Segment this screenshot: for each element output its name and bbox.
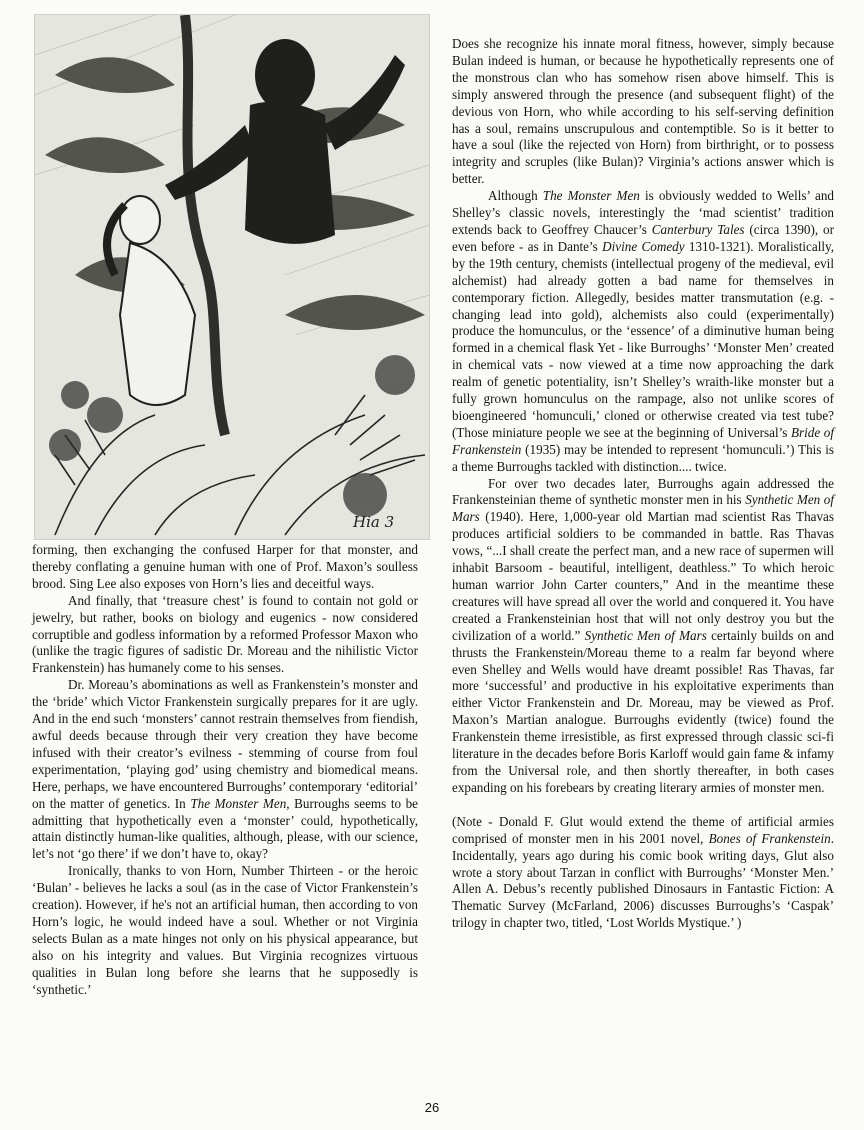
left-column	[32, 542, 418, 998]
left-paragraph-4: Ironically, thanks to von Horn, Number Thirteen - or the heroic ‘Bulan’ - believes he lacks a soul (as in the case of Victor Frankenstein’s creation). However, if he's not an artificial human, then according to von Horn’s logic, he would indeed have a soul. Whether or not Virginia selects Bulan as a mate hinges not only on his physical appearance, but also on his integrity and values. But Virginia recognizes virtuous qualities in Bulan long before she learns that he supposedly is ‘synthetic.’	[32, 863, 418, 997]
note-paragraph: (Note - Donald F. Glut would extend the theme of artificial armies comprised of monster men in his 2001 novel, Bones of Frankenstein. Incidentally, years ago during his comic book writing days, Glut also wrote a story about Tarzan in conflict with Burroughs’ ‘Monster Men.’ Allen A. Debus’s recently published Dinosaurs in Fantastic Fiction: A Thematic Survey (McFarland, 2006) discusses Burroughs’s ‘Caspak’ trilogy in chapter two, titled, ‘Lost Worlds Mystique.’ )	[452, 813, 834, 931]
illustration-drawing	[35, 15, 429, 539]
page-number: 26	[424, 1100, 440, 1115]
right-paragraph-2: Although The Monster Men is obviously wedded to Wells’ and Shelley’s classic novels, interestingly the ‘mad scientist’ tradition extends back to Geoffrey Chaucer’s Canterbury Tales (circa 1390), or even before - as in Dante’s Divine Comedy 1310-1321). Moralistically, by the 19th century, chemists (intellectual progeny of the medieval, evil alchemist) had already gotten a bad name for themselves in contemporary fiction. Allegedly, besides matter transmutation (e.g. - changing lead into gold), alchemists also could (experimentally) produce the homunculus, or the ‘essence’ of a diminutive human being formed in a chemical flask Yet - like Burroughs’ ‘Monster Men’ created in chemical vats - now viewed at a time now approaching the dark realm of genetic potentiality, isn’t Shelley’s wraith-like monster but a fully grown homunculus on the rampage, also not unlike scores of bioengineered ‘homunculi,’ cloned or otherwise created via test tube? (Those miniature people we see at the beginning of Universal’s Bride of Frankenstein (1935) may be intended to represent ‘homunculi.’) This is a theme Burroughs tackled with distinction.... twice.	[452, 188, 834, 474]
left-paragraph-1: forming, then exchanging the confused Harper for that monster, and thereby conflating a genuine human with one of Prof. Maxon’s soulless brood. Sing Lee also exposes von Horn’s lies and deceitful ways.	[32, 542, 418, 591]
jungle-illustration	[34, 14, 430, 540]
right-paragraph-1: Does she recognize his innate moral fitness, however, simply because Bulan indeed is human, or because he hypothetically represents one of the monstrous clan who has somehow risen above himself. This is simply answered through the presence (and subsequent flight) of the devious von Horn, who while according to his self-serving definition has a soul, remains unscrupulous and contemptible. So is it better to have a soul (like the rejected von Horn) from birthright, or to possess integrity and scruples (like Bulan)? Virginia’s actions answer which is better.	[452, 36, 834, 187]
left-paragraph-3: Dr. Moreau’s abominations as well as Frankenstein’s monster and the ‘bride’ which Victor Frankenstein surgically prepares for it are ugly. And in the end such ‘monsters’ cannot restrain themselves from fiendish, awful deeds because through their very creation they have become infused with their creator’s evilness - stemming of course from foul experimentation, ‘playing god’ using chemistry and biomedical means. Here, perhaps, we have encountered Burroughs’ contemporary ‘editorial’ on the matter of genetics. In The Monster Men, Burroughs seems to be admitting that hypothetically even a ‘monster’ could, hypothetically, attain distinctly human-like qualities, although, please, with our science, let’s not ‘go there’ if we don’t have to, okay?	[32, 677, 418, 862]
artist-signature: Hia 3	[353, 513, 395, 531]
right-column	[452, 36, 834, 932]
right-paragraph-3: For over two decades later, Burroughs again addressed the Frankensteinian theme of synthetic monster men in his Synthetic Men of Mars (1940). Here, 1,000-year old Martian mad scientist Ras Thavas produces artificial soldiers to be commanded in battle. Ras Thavas vows, “...I shall create the perfect man, and a new race of supermen will inhabit Barsoom - beautiful, intelligent, deathless.” To which heroic human warrior John Carter counters,” And in the meantime these creatures will have spread all over the world and conquered it. You have created a Frankensteinian host that will not only destroy you but the civilization of a world.” Synthetic Men of Mars certainly builds on and thrusts the Frankenstein/Moreau theme to a realm far beyond where even Shelley and Wells would have dreamt possible! Ras Thavas, far more ‘successful’ and productive in his exploitative experiments than either Victor Frankenstein and Dr. Moreau, may be viewed as Prof. Maxon’s Martian analogue. Burroughs evidently (twice) found the Frankenstein theme irresistible, as first expressed through classic sci-fi literature in the decades before Boris Karloff would gain fame & infamy from the Universal role, and then shortly thereafter, in both cases expanding on his forebears by creating literary armies of monster men.	[452, 475, 834, 795]
left-paragraph-2: And finally, that ‘treasure chest’ is found to contain not gold or jewelry, but rather, books on biology and eugenics - now considered corruptible and godless information by a reformed Professor Maxon who (unlike the tragic figures of sadistic Dr. Moreau and the nihilistic Victor Frankenstein) has humanely come to his senses.	[32, 592, 418, 676]
